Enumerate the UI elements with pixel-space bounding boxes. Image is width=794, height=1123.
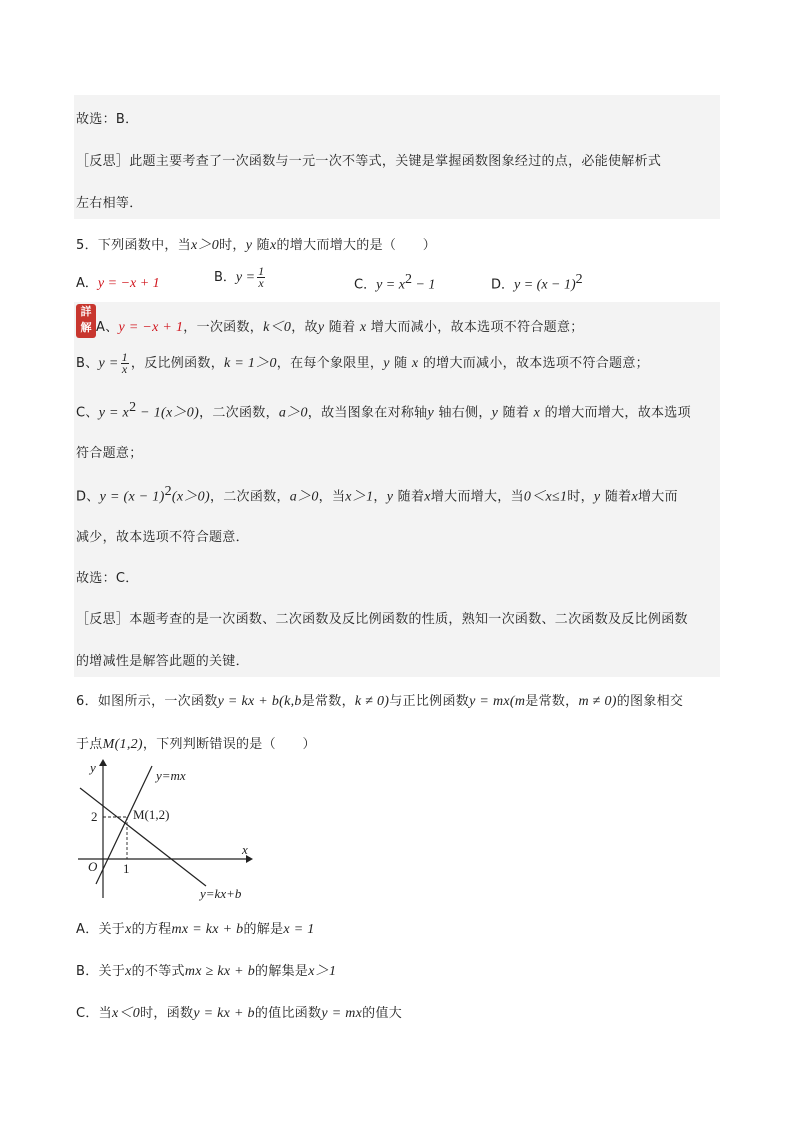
q5-explain-d-y: y: [386, 489, 394, 505]
q6-stem2-pre: 于点: [76, 737, 103, 752]
q6-option-a-t1: 的方程: [131, 922, 172, 937]
q5-stem: [76, 234, 436, 254]
q5-stem-y: y: [245, 238, 253, 253]
q5-explain-d-text8: 增大而: [637, 489, 678, 505]
q5-explain-d-text: ，二次函数，: [209, 489, 290, 505]
q6-option-a-t2: 的解是: [243, 922, 284, 937]
graph-tick-x: 1: [123, 861, 130, 876]
q5-option-b-label: B．: [214, 270, 236, 285]
q5-option-a-label: A．: [76, 276, 98, 291]
q6-stem-t3: 是常数，: [525, 694, 579, 709]
explanation-badge-icon: 詳解: [76, 304, 96, 338]
q5-explain-b-y: y: [383, 356, 390, 371]
q5-explain-c-text4: 随着: [502, 405, 530, 421]
y-axis-arrow: [99, 759, 107, 766]
q5-explain-a-text4: 增大而减小，故本选项不符合题意；: [370, 320, 584, 335]
graph-point-label: M(1,2): [133, 807, 170, 822]
q6-option-c-t1: 时，函数: [140, 1006, 194, 1021]
q6-option-c-cond: x＜0: [111, 1006, 141, 1021]
q5-explain-b: [76, 352, 649, 375]
q6-option-c-t3: 的值大: [362, 1006, 403, 1021]
q5-explain-b-text2: ，在每个象限里，: [276, 356, 384, 371]
q5-explain-c-y2: y: [491, 405, 499, 421]
q6-option-c-label: C．当: [76, 1006, 112, 1021]
q5-answer: 故选：C．: [76, 571, 139, 586]
q5-explain-d-cond2: 0＜x≤1: [523, 489, 568, 505]
q5-explain-c-label: C、: [76, 405, 99, 421]
q6-stem-f2: y = mx(m: [469, 694, 526, 709]
q6-stem-line2: [76, 733, 316, 753]
q5-explain-d-tail: (x＞0): [171, 489, 210, 505]
q5-option-c-expr: y = x: [376, 277, 405, 293]
q5-explain-b-text3: 随: [394, 356, 408, 371]
q5-explain-a-text: ，一次函数，: [183, 320, 264, 335]
q5-explain-d-sup: 2: [164, 484, 172, 499]
q6-option-b[interactable]: [76, 960, 336, 980]
line-y-kx-b: [80, 788, 206, 886]
q5-option-b-num: 1: [258, 264, 265, 278]
q5-explain-d-text3: ，: [373, 489, 387, 505]
q5-option-b[interactable]: [214, 266, 267, 289]
q6-option-c-f1: y = kx + b: [193, 1006, 255, 1021]
q6-option-a-x: x: [125, 922, 132, 937]
q5-explain-c: [76, 400, 691, 421]
q5-stem-mid: 时，: [219, 238, 246, 253]
q5-explain-d-text5: 增大而增大，当: [430, 489, 524, 505]
q5-explain-d-cond: x＞1: [345, 489, 374, 505]
q5-option-d[interactable]: [491, 272, 583, 293]
q6-stem2-point: M(1,2): [102, 737, 143, 752]
q5-explain-b-num: 1: [121, 350, 128, 364]
q6-option-b-x: x: [125, 964, 132, 979]
graph-tick-y: 2: [91, 809, 98, 824]
q6-option-b-sol: x＞1: [308, 964, 337, 979]
q5-stem-pre: 5．下列函数中，当: [76, 238, 191, 253]
q6-option-a-label: A．关于: [76, 922, 126, 937]
q5-option-d-sup: 2: [575, 272, 583, 287]
q5-stem-x: x: [269, 238, 277, 253]
q6-option-a-eq: mx = kx + b: [171, 922, 244, 937]
q5-explain-a-text3: 随着: [328, 320, 356, 335]
q5-explain-a: [96, 316, 584, 336]
graph-y-label: y: [90, 760, 96, 775]
prev-answer: 故选：B．: [76, 112, 139, 127]
q5-stem-mid2: 随: [256, 238, 270, 253]
q5-explain-a-text2: ，故: [291, 320, 318, 335]
q5-option-b-fraction: [257, 266, 265, 289]
q6-stem-t2: 与正比例函数: [389, 694, 470, 709]
q5-option-a[interactable]: [76, 272, 160, 292]
q5-option-c-sup: 2: [404, 272, 412, 287]
q5-reflection-line2: 的增减性是解答此题的关键．: [76, 654, 249, 669]
q5-explain-a-label: A、: [96, 320, 119, 335]
q6-option-b-t2: 的解集是: [255, 964, 309, 979]
q5-explain-d-line2: 减少，故本选项不符合题意．: [76, 530, 249, 545]
q5-explain-d-text4: 随着: [397, 489, 425, 505]
q5-explain-b-text4: 的增大而减小，故本选项不符合题意；: [422, 356, 649, 371]
q5-explain-b-lhs: y =: [98, 356, 119, 371]
q6-option-c[interactable]: [76, 1002, 402, 1022]
q5-option-c-tail: − 1: [411, 277, 436, 293]
q5-reflection-line1: ［反思］本题考查的是一次函数、二次函数及反比例函数的性质，熟知一次函数、二次函数及反比例函数: [76, 612, 688, 627]
q5-explain-c-y: y: [427, 405, 434, 421]
q5-option-b-lhs: y =: [235, 270, 256, 285]
q5-explain-d-text7: 随着: [604, 489, 632, 505]
q5-explain-d: [76, 484, 678, 505]
q5-explain-d-x: x: [424, 489, 431, 505]
q6-stem-m: m ≠ 0): [578, 694, 617, 709]
q5-option-c[interactable]: [354, 272, 435, 293]
q5-explain-b-den: x: [121, 362, 128, 376]
q6-option-c-f2: y = mx: [321, 1006, 363, 1021]
q5-explain-b-fraction: [121, 352, 129, 375]
q6-function-graph: [70, 758, 260, 903]
q6-option-c-t2: 的值比函数: [254, 1006, 322, 1021]
q5-explain-c-tail: − 1(x＞0): [136, 405, 200, 421]
q6-stem: [76, 690, 683, 710]
prev-reflection-line1: ［反思］此题主要考查了一次函数与一元一次不等式，关键是掌握函数图象经过的点，必能使解析式: [76, 154, 662, 169]
q5-explain-c-text2: ，故当图象在对称轴: [307, 405, 428, 421]
q5-explain-c-x: x: [533, 405, 541, 421]
q5-explain-c-a: a＞0: [278, 405, 308, 421]
q5-explain-b-k: k = 1＞0: [224, 356, 277, 371]
q5-explain-a-x: x: [359, 320, 367, 335]
q5-explain-d-x2: x: [631, 489, 638, 505]
q5-stem-post: 的增大而增大的是（ ）: [276, 238, 437, 253]
q5-option-c-label: C．: [354, 277, 377, 293]
q6-stem-k: k ≠ 0): [354, 694, 390, 709]
graph-line2-label: y=kx+b: [200, 886, 242, 901]
q5-explain-c-expr: y = x: [98, 405, 130, 421]
graph-x-label: x: [242, 842, 248, 857]
q5-explain-d-y2: y: [593, 489, 601, 505]
q5-explain-a-y: y: [317, 320, 325, 335]
q5-explain-b-label: B、: [76, 356, 99, 371]
q5-stem-cond: x＞0: [190, 238, 220, 253]
q5-explain-d-text6: 时，: [567, 489, 594, 505]
q6-option-a-sol: x = 1: [283, 922, 315, 937]
q6-option-b-t1: 的不等式: [131, 964, 185, 979]
graph-origin-label: O: [88, 859, 98, 874]
q5-explain-c-line2: 符合题意；: [76, 446, 143, 461]
q5-explain-d-a: a＞0: [289, 489, 319, 505]
q5-explain-a-k: k＜0: [263, 320, 292, 335]
q5-explain-d-text2: ，当: [318, 489, 346, 505]
q6-stem-f1: y = kx + b(k,b: [217, 694, 302, 709]
q5-option-d-expr: y = (x − 1): [514, 277, 576, 293]
q5-explain-b-text: ，反比例函数，: [130, 356, 225, 371]
q5-option-d-label: D．: [491, 277, 515, 293]
q5-explain-d-expr: y = (x − 1): [99, 489, 165, 505]
q5-explain-a-expr: y = −x + 1: [118, 320, 184, 335]
prev-reflection-line2: 左右相等．: [76, 196, 143, 211]
q5-explain-c-text: ，二次函数，: [199, 405, 279, 421]
q5-explain-c-sup: 2: [129, 400, 137, 415]
q5-explain-c-text5: 的增大而增大，故本选项: [544, 405, 691, 421]
q5-explain-c-text3: 轴右侧，: [438, 405, 492, 421]
graph-line1-label: y=mx: [156, 768, 186, 783]
q5-option-b-den: x: [258, 276, 264, 290]
q6-stem2-post: ，下列判断错误的是（ ）: [142, 737, 316, 752]
q5-explain-d-label: D、: [76, 489, 100, 505]
q5-explain-b-x: x: [411, 356, 419, 371]
q5-option-a-expr: y = −x + 1: [97, 276, 160, 291]
q6-stem-pre: 6．如图所示，一次函数: [76, 694, 218, 709]
q6-option-b-ineq: mx ≥ kx + b: [184, 964, 256, 979]
q6-option-b-label: B．关于: [76, 964, 126, 979]
q6-option-a[interactable]: [76, 918, 315, 938]
q6-stem-t4: 的图象相交: [616, 694, 684, 709]
q6-stem-t1: 是常数，: [301, 694, 355, 709]
